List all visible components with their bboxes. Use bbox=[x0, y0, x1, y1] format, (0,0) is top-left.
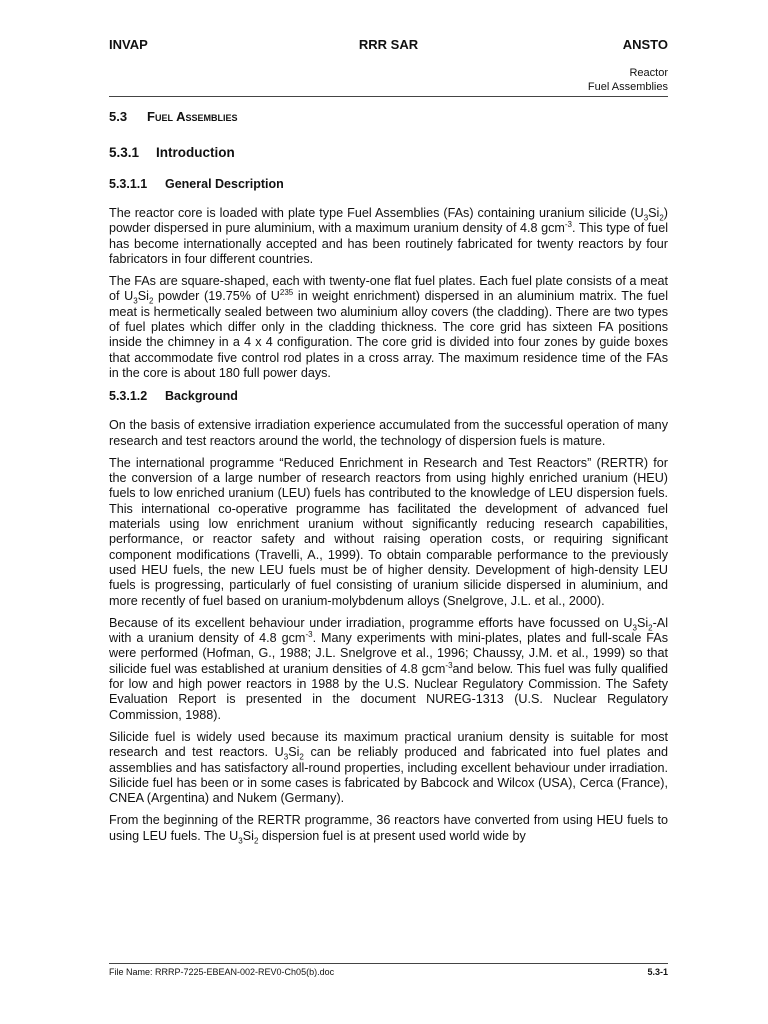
header-right: ANSTO bbox=[622, 37, 668, 52]
header-divider bbox=[109, 96, 668, 97]
footer-divider bbox=[109, 963, 668, 964]
section-title: Fuel Assemblies bbox=[147, 109, 238, 124]
subsection-heading bbox=[109, 144, 668, 162]
subheader-section: Fuel Assemblies bbox=[587, 81, 668, 93]
paragraph-4: The international programme “Reduced Enrichment in Research and Test Reactors” (RERTR) for the conversion of a large number of research reactors from using highly enriched uranium (HEU) fuels to low enriched uranium (LEU) fuels has contributed to the knowledge of LEU dispersion fuels. This international co-operative programme has facilitated the development of advanced fuel materials using low enrichment uranium without significantly reducing research capabilities, performance, or reactor safety and without raising operation costs, or requiring significant component modifications (Travelli, A., 1999). To obtain comparable performance to the previously used HEU fuels, the new LEU fuels must be of higher density. Development of high-density LEU fuels is progressing, particularly of fuel consisting of uranium silicide dispersed in aluminium, and more recently of fuel based on uranium-molybdenum alloys (Snelgrove, J.L. et al., 2000). bbox=[109, 455, 668, 608]
paragraph-7: From the beginning of the RERTR programme, 36 reactors have converted from using HEU fuels to using LEU fuels. The $U_3Si_2$ dispersion fuel is at present used world wide by bbox=[109, 813, 668, 846]
page-number: 5.3-1 bbox=[647, 967, 668, 977]
page-body bbox=[109, 108, 668, 851]
paragraph-6: Silicide fuel is widely used because its maximum practical uranium density is suitable for most research and test reactors. $U_3Si_2$ can be reliably produced and fabricated into fuel plates and assemblies and has satisfactory all-round properties, including excellent behaviour under irradiation. Silicide fuel has been or in some cases is fabricated by Babcock and Wilcox (USA), Cerca (France), CNEA (Argentina) and Nukem (Germany). bbox=[109, 729, 669, 806]
section-heading bbox=[109, 108, 668, 126]
general-description-heading bbox=[109, 176, 668, 193]
header-left: INVAP bbox=[109, 37, 148, 52]
footer-filename: File Name: RRRP-7225-EBEAN-002-REV0-Ch05(b).doc bbox=[109, 967, 335, 977]
subsection-title: Introduction bbox=[156, 145, 235, 160]
paragraph-5: Because of its excellent behaviour under irradiation, programme efforts have focussed on $U_3Si_2-Al$ with a uranium density of 4.8 gcm$^{-3}$. Many experiments with mini-plates, plates and full-scale FAs were performed (Hofman, G., 1988; J.L. Snelgrove et al., 1996; Chaussy, J.M. et al., 1999) so that silicide fuel was established at uranium densities of 4.8 gcm$^{-3}$and below. This fuel was fully qualified for low and high power reactors in 1988 by the U.S. Nuclear Regulatory Commission. The Safety Evaluation Report is presented in the document NUREG-1313 (U.S. Nuclear Regulatory Commission, 1988). bbox=[109, 615, 669, 722]
general-number: 5.3.1.1 bbox=[109, 177, 148, 191]
general-title: General Description bbox=[165, 177, 284, 191]
header-subtitle bbox=[588, 66, 668, 94]
background-heading bbox=[109, 388, 668, 405]
paragraph-1: The reactor core is loaded with plate type Fuel Assemblies (FAs) containing uranium silicide $(U_3Si_2)$ powder dispersed in pure aluminium, with a maximum uranium density of 4.8 gcm$^{-3}$. This type of fuel has become internationally accepted and has been routinely fabricated for twenty reactors by four fabricators in four different countries. bbox=[109, 206, 668, 266]
subsection-number: 5.3.1 bbox=[109, 145, 140, 160]
page-header bbox=[109, 37, 668, 55]
background-title: Background bbox=[165, 389, 238, 404]
background-number: 5.3.1.2 bbox=[109, 389, 148, 404]
paragraph-3: On the basis of extensive irradiation experience accumulated from the successful operation of many research and test reactors around the world, the technology of dispersion fuels is mature. bbox=[109, 418, 668, 448]
header-center: RRR SAR bbox=[358, 37, 419, 52]
section-number: 5.3 bbox=[109, 109, 128, 124]
subheader-chapter: Reactor bbox=[629, 67, 668, 79]
paragraph-2: The FAs are square-shaped, each with twenty-one flat fuel plates. Each fuel plate consists of a meat of $U_3Si_2$ powder (19.75% of $U^{235}$ in weight enrichment) dispersed in an aluminium matrix. The fuel meat is hermetically sealed between two aluminium alloy covers (the cladding). There are two types of fuel plates which differ only in the cladding thickness. The core grid has sixteen FA positions inside the chimney in a 4 x 4 configuration. The core grid is divided into four zones by guide boxes that accommodate five control rod plates in a cross array. The maximum residence time of the FAs in the core is about 180 full power days. bbox=[109, 274, 668, 380]
